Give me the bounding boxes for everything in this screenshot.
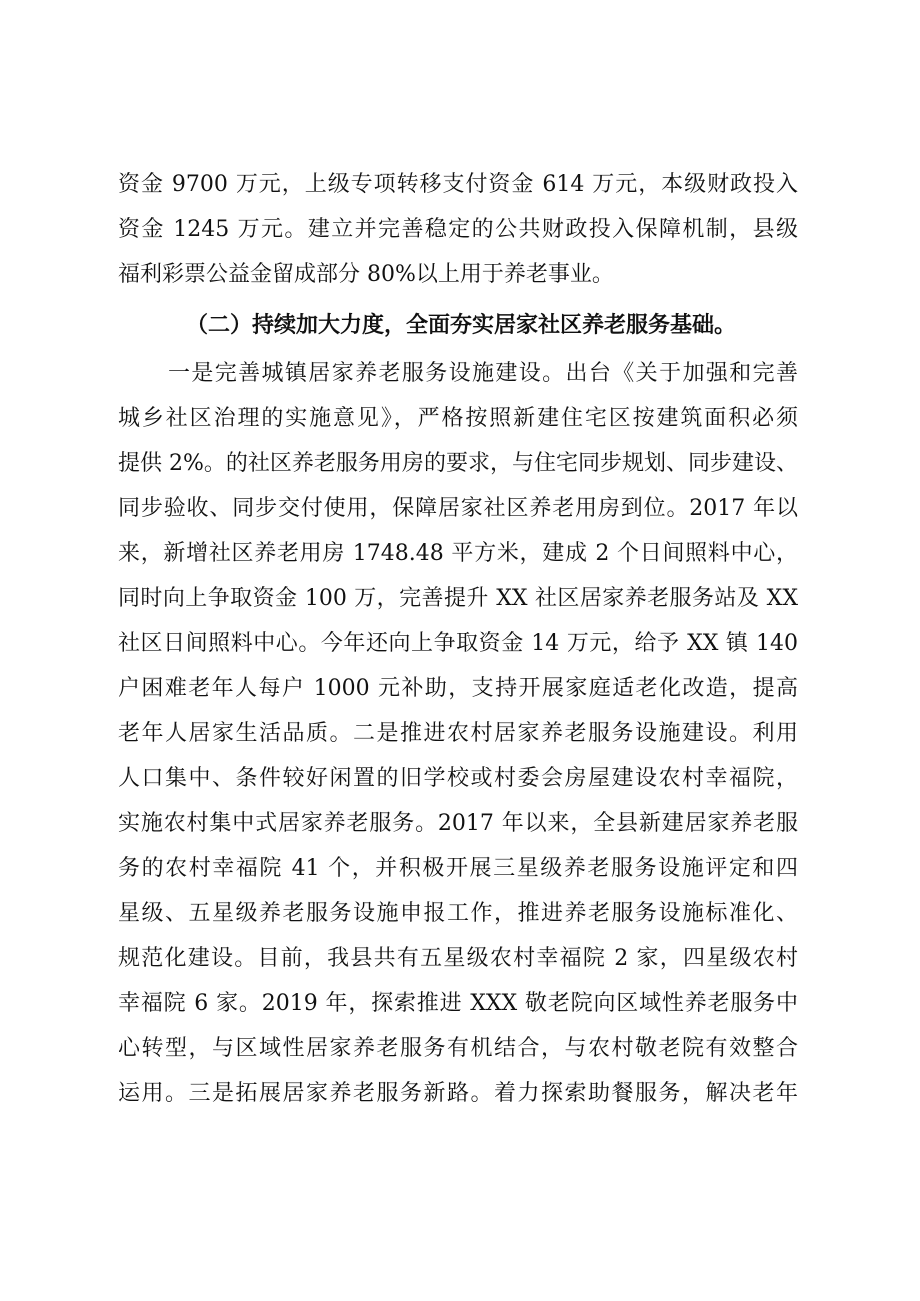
paragraph-line: 提供 2%。的社区养老服务用房的要求，与住宅同步规划、同步建设、 <box>118 451 798 476</box>
paragraph-line: 务的农村幸福院 41 个，并积极开展三星级养老服务设施评定和四 <box>118 856 798 881</box>
paragraph-line: 人口集中、条件较好闲置的旧学校或村委会房屋建设农村幸福院， <box>118 766 798 791</box>
paragraph-line: 规范化建设。目前，我县共有五星级农村幸福院 2 家，四星级农村 <box>118 946 798 971</box>
paragraph-line: 同步验收、同步交付使用，保障居家社区养老用房到位。2017 年以 <box>118 496 798 521</box>
paragraph-line: 星级、五星级养老服务设施申报工作，推进养老服务设施标准化、 <box>118 901 798 926</box>
paragraph-line: 一是完善城镇居家养老服务设施建设。出台《关于加强和完善 <box>168 361 798 386</box>
paragraph-line: 资金 1245 万元。建立并完善稳定的公共财政投入保障机制，县级 <box>118 217 798 242</box>
paragraph-line: 运用。三是拓展居家养老服务新路。着力探索助餐服务，解决老年 <box>118 1081 798 1106</box>
section-heading: （二）持续加大力度，全面夯实居家社区养老服务基础。 <box>186 313 737 338</box>
paragraph-line: 资金 9700 万元，上级专项转移支付资金 614 万元，本级财政投入 <box>118 172 798 197</box>
paragraph-line: 社区日间照料中心。今年还向上争取资金 14 万元，给予 XX 镇 140 <box>118 631 798 656</box>
paragraph-line: 同时向上争取资金 100 万，完善提升 XX 社区居家养老服务站及 XX <box>118 586 798 611</box>
paragraph-line: 户困难老年人每户 1000 元补助，支持开展家庭适老化改造，提高 <box>118 676 798 701</box>
paragraph-line: 城乡社区治理的实施意见》，严格按照新建住宅区按建筑面积必须 <box>118 406 798 431</box>
paragraph-line: 来，新增社区养老用房 1748.48 平方米，建成 2 个日间照料中心， <box>118 541 798 566</box>
paragraph-line: 幸福院 6 家。2019 年，探索推进 XXX 敬老院向区域性养老服务中 <box>118 991 798 1016</box>
paragraph-line: 实施农村集中式居家养老服务。2017 年以来，全县新建居家养老服 <box>118 811 798 836</box>
paragraph-line: 福利彩票公益金留成部分 80%以上用于养老事业。 <box>118 262 614 287</box>
paragraph-line: 心转型，与区域性居家养老服务有机结合，与农村敬老院有效整合 <box>118 1036 798 1061</box>
paragraph-line: 老年人居家生活品质。二是推进农村居家养老服务设施建设。利用 <box>118 721 798 746</box>
